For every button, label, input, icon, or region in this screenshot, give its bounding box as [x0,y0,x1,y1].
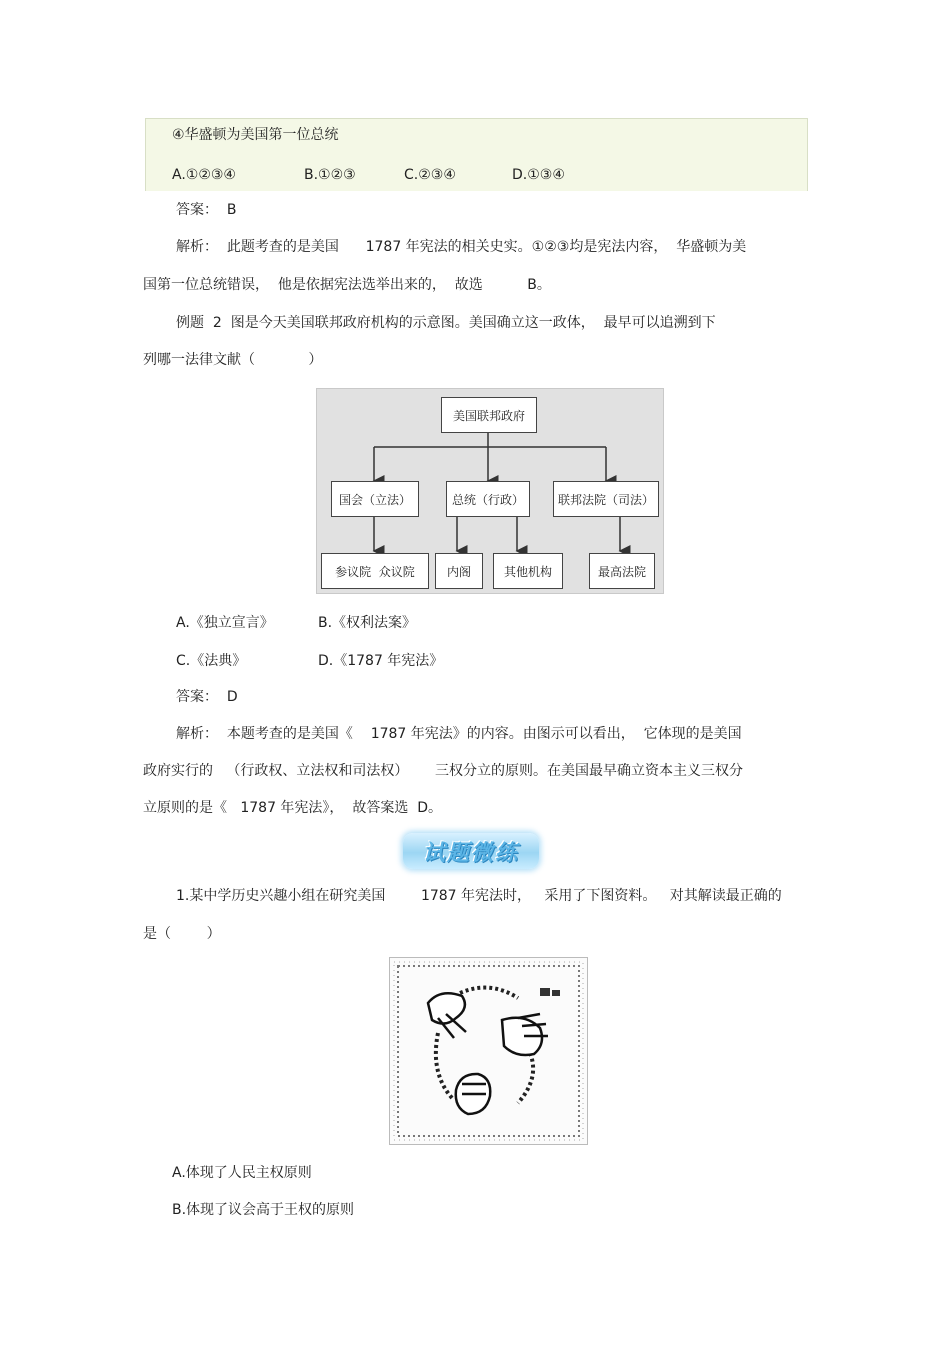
hands-cycle-illustration [389,957,588,1145]
practice-banner [403,833,539,869]
example-2-line2: 列哪一法律文献（ ） [143,352,323,368]
legislative-node: 国会（立法） [331,481,419,517]
exercise-1-option-b: B.体现了议会高于王权的原则 [172,1202,355,1218]
q2-option-b: B.《权利法案》 [318,615,417,631]
practice-banner-text: 试题微练 [422,840,519,866]
analysis-1-line1: 解析： 此题考查的是美国 1787 年宪法的相关史实。①②③均是宪法内容， 华盛顿为美 [176,239,747,255]
example-2-line1: 例题 2 图是今天美国联邦政府机构的示意图。美国确立这一政体， 最早可以追溯到下 [176,315,716,331]
analysis-2-line2: 政府实行的 （行政权、立法权和司法权） 三权分立的原则。在美国最早确立资本主义三权分 [143,763,744,779]
option-d: D.①③④ [512,167,565,183]
supreme-court-node: 最高法院 [589,553,655,589]
option-a: A.①②③④ [172,167,236,183]
question-item-4: ④华盛顿为美国第一位总统 [172,127,339,143]
federal-government-diagram [316,388,664,594]
q2-option-a: A.《独立宣言》 [176,615,274,631]
analysis-2-line3: 立原则的是《 1787 年宪法》， 故答案选 D。 [143,800,443,816]
analysis-2-line1: 解析： 本题考查的是美国《 1787 年宪法》的内容。由图示可以看出， 它体现的是美国 [176,726,742,742]
q2-option-c: C.《法典》 [176,653,247,669]
hands-cycle-svg [390,958,587,1144]
answer-2: 答案： D [176,689,238,705]
other-agencies-node: 其他机构 [493,553,563,589]
exercise-1-line2: 是（ ） [143,926,221,942]
root-node: 美国联邦政府 [441,397,537,433]
q2-option-d: D.《1787 年宪法》 [318,653,444,669]
executive-node: 总统（行政） [446,481,530,517]
exercise-1-line1: 1.某中学历史兴趣小组在研究美国 1787 年宪法时， 采用了下图资料。 对其解读最正确的 [176,888,782,904]
judicial-node: 联邦法院（司法） [553,481,659,517]
cabinet-node: 内阁 [435,553,483,589]
option-c: C.②③④ [404,167,456,183]
analysis-1-line2: 国第一位总统错误， 他是依据宪法选举出来的， 故选 B。 [143,277,551,293]
option-b: B.①②③ [304,167,356,183]
exercise-1-option-a: A.体现了人民主权原则 [172,1165,312,1181]
answer-1: 答案： B [176,202,237,218]
senate-house-node: 参议院 众议院 [321,553,429,589]
